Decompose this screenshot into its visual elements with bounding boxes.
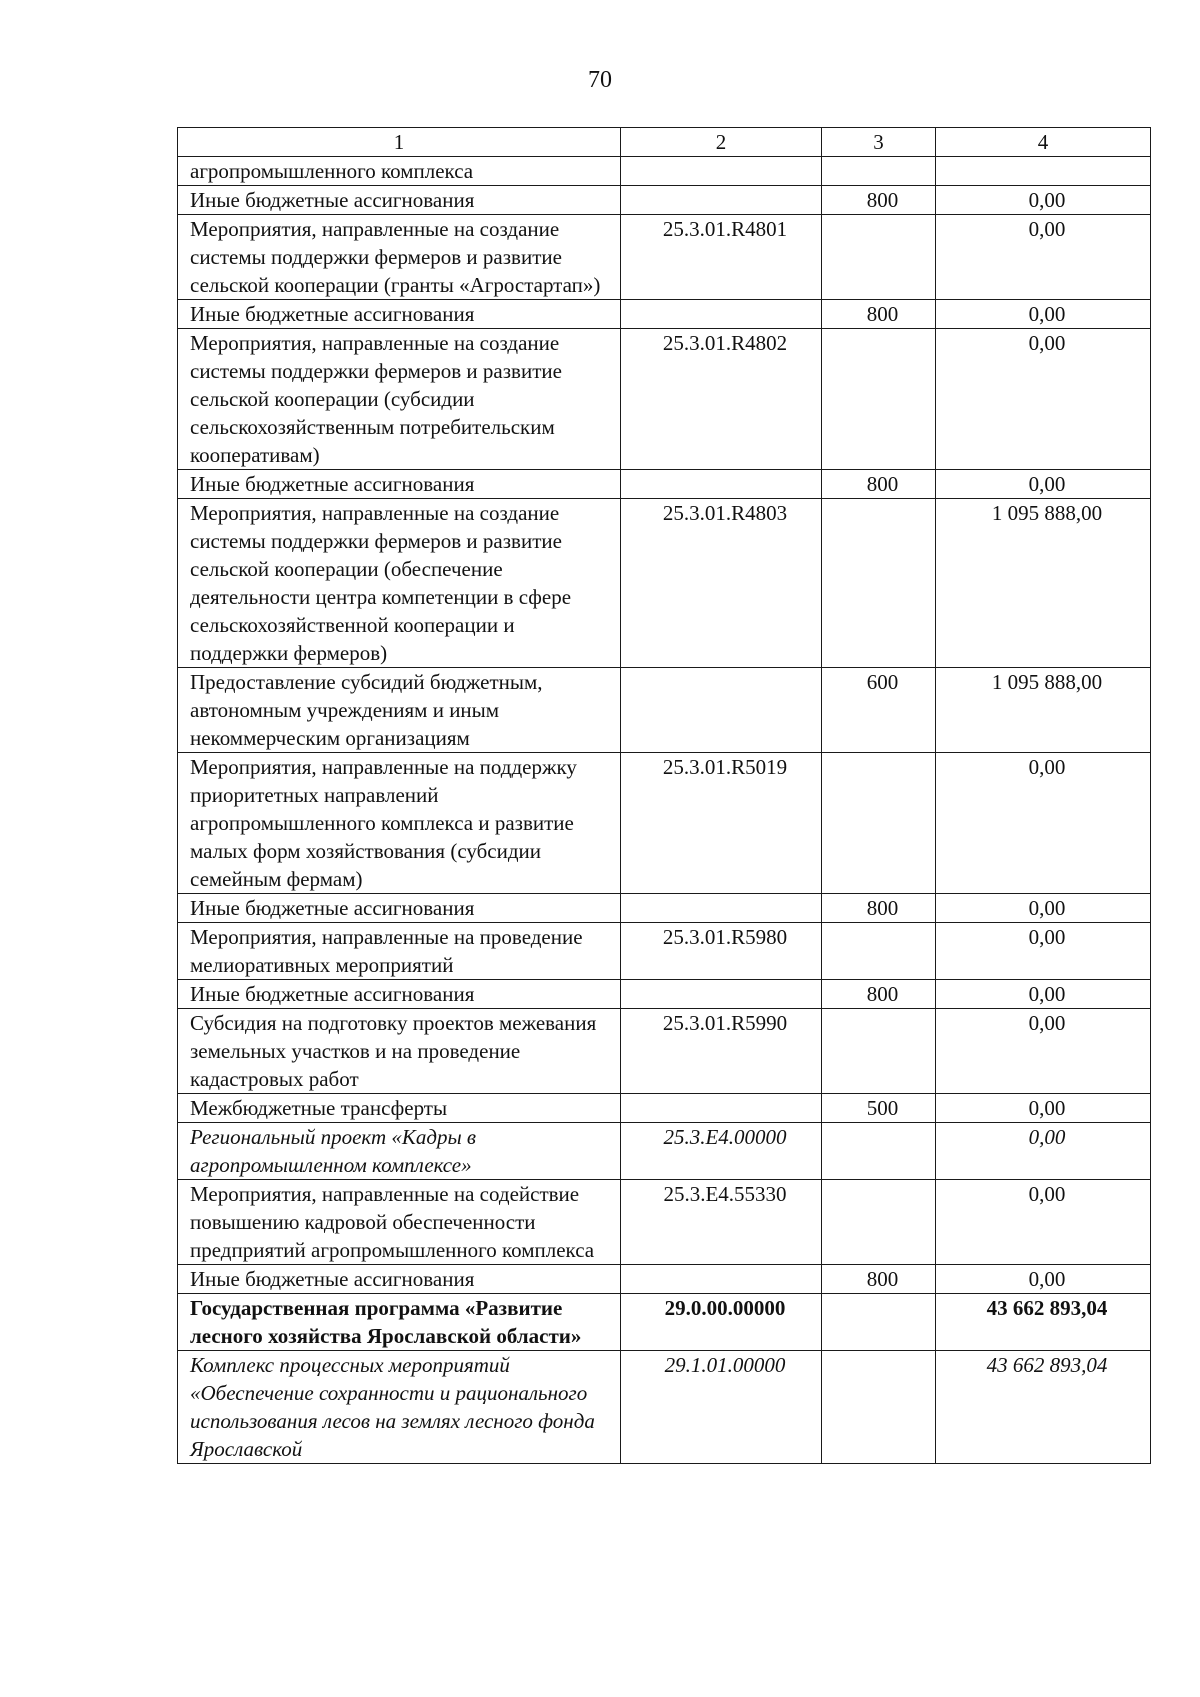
row-name-cell: Иные бюджетные ассигнования <box>178 186 621 215</box>
row-name-cell: Комплекс процессных мероприятий «Обеспечение сохранности и рационального использования лесов на землях лесного фонда Ярославской <box>178 1351 621 1464</box>
row-kind-cell: 800 <box>822 1265 936 1294</box>
header-col-1: 1 <box>178 128 621 157</box>
table-body <box>178 157 1151 1464</box>
row-amount-cell: 0,00 <box>936 980 1151 1009</box>
row-amount-cell: 0,00 <box>936 1123 1151 1180</box>
row-kind-cell: 800 <box>822 470 936 499</box>
row-code-cell <box>621 894 822 923</box>
table-row <box>178 1123 1151 1180</box>
row-kind-cell: 600 <box>822 668 936 753</box>
row-amount-cell: 0,00 <box>936 215 1151 300</box>
row-kind-cell <box>822 1009 936 1094</box>
row-name-cell: Мероприятия, направленные на создание системы поддержки фермеров и развитие сельской кооперации (обеспечение деятельности центра компетенции в сфере сельскохозяйственной кооперации и поддержки фермеров) <box>178 499 621 668</box>
row-name-cell: Межбюджетные трансферты <box>178 1094 621 1123</box>
row-kind-cell <box>822 1180 936 1265</box>
row-code-cell: 25.3.01.R5990 <box>621 1009 822 1094</box>
table-row <box>178 894 1151 923</box>
row-amount-cell: 0,00 <box>936 1009 1151 1094</box>
row-name-cell: Иные бюджетные ассигнования <box>178 1265 621 1294</box>
row-name-cell: Иные бюджетные ассигнования <box>178 894 621 923</box>
row-code-cell <box>621 157 822 186</box>
table-header-row <box>178 128 1151 157</box>
row-kind-cell <box>822 157 936 186</box>
table-row <box>178 329 1151 470</box>
table-row <box>178 980 1151 1009</box>
row-amount-cell: 0,00 <box>936 923 1151 980</box>
row-name-cell: Иные бюджетные ассигнования <box>178 980 621 1009</box>
table-row <box>178 499 1151 668</box>
row-code-cell: 25.3.01.R4801 <box>621 215 822 300</box>
table-row <box>178 300 1151 329</box>
header-col-3: 3 <box>822 128 936 157</box>
table-row <box>178 215 1151 300</box>
row-name-cell: Мероприятия, направленные на содействие повышению кадровой обеспеченности предприятий агропромышленного комплекса <box>178 1180 621 1265</box>
row-name-cell: агропромышленного комплекса <box>178 157 621 186</box>
row-amount-cell: 0,00 <box>936 329 1151 470</box>
row-kind-cell <box>822 329 936 470</box>
row-code-cell: 25.3.E4.55330 <box>621 1180 822 1265</box>
row-amount-cell: 0,00 <box>936 1094 1151 1123</box>
row-name-cell: Мероприятия, направленные на проведение мелиоративных мероприятий <box>178 923 621 980</box>
row-amount-cell <box>936 157 1151 186</box>
row-code-cell: 25.3.E4.00000 <box>621 1123 822 1180</box>
budget-table <box>177 127 1151 1464</box>
row-kind-cell <box>822 215 936 300</box>
row-code-cell: 29.0.00.00000 <box>621 1294 822 1351</box>
row-amount-cell: 0,00 <box>936 1180 1151 1265</box>
header-col-2: 2 <box>621 128 822 157</box>
row-code-cell: 25.3.01.R5980 <box>621 923 822 980</box>
row-kind-cell: 800 <box>822 186 936 215</box>
row-name-cell: Мероприятия, направленные на создание системы поддержки фермеров и развитие сельской кооперации (гранты «Агростартап») <box>178 215 621 300</box>
row-code-cell: 25.3.01.R4802 <box>621 329 822 470</box>
table-row <box>178 753 1151 894</box>
row-amount-cell: 43 662 893,04 <box>936 1294 1151 1351</box>
row-name-cell: Предоставление субсидий бюджетным, автономным учреждениям и иным некоммерческим организациям <box>178 668 621 753</box>
table-row <box>178 1094 1151 1123</box>
row-kind-cell: 800 <box>822 300 936 329</box>
row-amount-cell: 0,00 <box>936 470 1151 499</box>
row-name-cell: Иные бюджетные ассигнования <box>178 300 621 329</box>
row-kind-cell <box>822 499 936 668</box>
table-row <box>178 1265 1151 1294</box>
row-code-cell <box>621 1265 822 1294</box>
table-row <box>178 1294 1151 1351</box>
table-row <box>178 1009 1151 1094</box>
row-name-cell: Мероприятия, направленные на создание системы поддержки фермеров и развитие сельской кооперации (субсидии сельскохозяйственным потребительским кооперативам) <box>178 329 621 470</box>
page-number: 70 <box>588 67 612 93</box>
table-row <box>178 157 1151 186</box>
row-amount-cell: 1 095 888,00 <box>936 499 1151 668</box>
row-kind-cell <box>822 923 936 980</box>
table-row <box>178 470 1151 499</box>
row-name-cell: Иные бюджетные ассигнования <box>178 470 621 499</box>
row-kind-cell <box>822 753 936 894</box>
row-code-cell: 25.3.01.R4803 <box>621 499 822 668</box>
row-code-cell: 25.3.01.R5019 <box>621 753 822 894</box>
row-kind-cell <box>822 1351 936 1464</box>
header-col-4: 4 <box>936 128 1151 157</box>
table-row <box>178 1351 1151 1464</box>
row-amount-cell: 1 095 888,00 <box>936 668 1151 753</box>
row-name-cell: Государственная программа «Развитие лесного хозяйства Ярославской области» <box>178 1294 621 1351</box>
row-code-cell <box>621 980 822 1009</box>
row-kind-cell <box>822 1294 936 1351</box>
row-amount-cell: 0,00 <box>936 1265 1151 1294</box>
table-row <box>178 186 1151 215</box>
row-code-cell: 29.1.01.00000 <box>621 1351 822 1464</box>
row-amount-cell: 0,00 <box>936 894 1151 923</box>
table-row <box>178 923 1151 980</box>
row-kind-cell: 800 <box>822 980 936 1009</box>
row-code-cell <box>621 1094 822 1123</box>
row-code-cell <box>621 470 822 499</box>
row-code-cell <box>621 186 822 215</box>
table-row <box>178 668 1151 753</box>
row-kind-cell: 800 <box>822 894 936 923</box>
row-code-cell <box>621 300 822 329</box>
row-amount-cell: 0,00 <box>936 300 1151 329</box>
table-row <box>178 1180 1151 1265</box>
row-amount-cell: 0,00 <box>936 186 1151 215</box>
row-code-cell <box>621 668 822 753</box>
row-name-cell: Субсидия на подготовку проектов межевания земельных участков и на проведение кадастровых работ <box>178 1009 621 1094</box>
row-amount-cell: 43 662 893,04 <box>936 1351 1151 1464</box>
row-kind-cell: 500 <box>822 1094 936 1123</box>
row-amount-cell: 0,00 <box>936 753 1151 894</box>
row-name-cell: Региональный проект «Кадры в агропромышленном комплексе» <box>178 1123 621 1180</box>
row-kind-cell <box>822 1123 936 1180</box>
row-name-cell: Мероприятия, направленные на поддержку приоритетных направлений агропромышленного комплекса и развитие малых форм хозяйствования (субсидии семейным фермам) <box>178 753 621 894</box>
